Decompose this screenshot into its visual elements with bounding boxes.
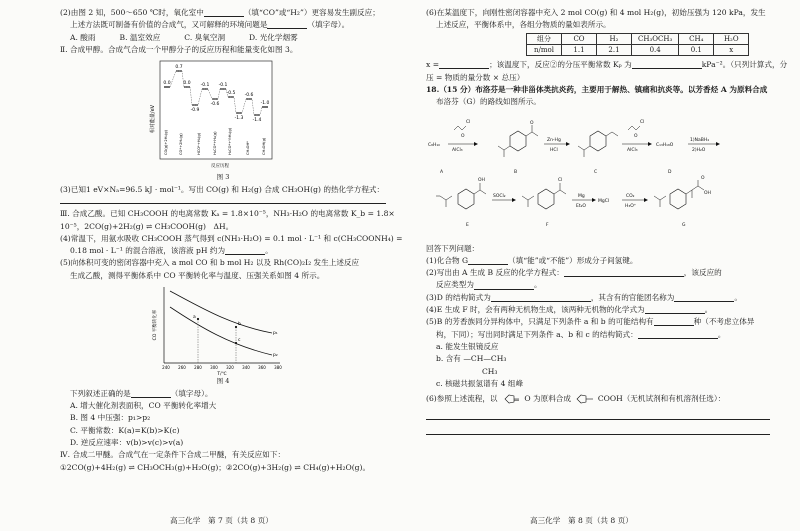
q18-1: (1)化合物 G （填“能”或“不能”）形成分子间氢键。 — [426, 255, 638, 265]
svg-text:340: 340 — [242, 365, 250, 371]
fig3-caption: 图 3 — [216, 173, 230, 182]
q5-opt-a: A. 增大催化剂表面积，CO 平衡转化率增大 — [70, 401, 217, 411]
svg-text:OH: OH — [704, 190, 711, 196]
answer-blank[interactable] — [439, 60, 489, 69]
svg-text:MgCl: MgCl — [598, 198, 610, 204]
svg-text:Cl: Cl — [558, 177, 563, 183]
svg-text:300: 300 — [210, 365, 218, 371]
synthesis-scheme — [426, 110, 770, 244]
q5-opt-c: C. 平衡常数：K(a)=K(b)>K(c) — [70, 425, 180, 435]
footer-page-8: 高三化学 第 8 页（共 8 页） — [530, 515, 633, 525]
table-row: n/mol 1.1 2.1 0.4 0.1 x — [527, 44, 749, 55]
svg-text:SOCl₂: SOCl₂ — [493, 193, 506, 199]
footer-page-7: 高三化学 第 7 页（共 8 页） — [170, 515, 273, 525]
svg-text:240: 240 — [162, 365, 170, 371]
svg-text:HCO*+H₂(g): HCO*+H₂(g) — [197, 133, 201, 156]
svg-text:2)H₂O: 2)H₂O — [692, 147, 706, 153]
label-c: C — [594, 169, 598, 175]
svg-text:CO*+2H₂(g): CO*+2H₂(g) — [179, 133, 183, 156]
svg-text:260: 260 — [178, 365, 186, 371]
svg-text:H₃O⁺: H₃O⁺ — [625, 203, 637, 209]
q6-line2: 上述反应，平衡体系中，各组分物质的量如表所示。 — [436, 20, 611, 30]
answer-blank[interactable] — [267, 20, 307, 29]
q18-5-cond-b: b. 含有 —CH—CH₃ — [436, 354, 507, 364]
answer-intro: 回答下列问题： — [426, 243, 480, 253]
label-g: G — [682, 222, 686, 228]
figure-3 — [60, 57, 386, 173]
svg-text:-1.0: -1.0 — [260, 101, 270, 107]
q5-line2: 生成乙酸，测得平衡体系中 CO 平衡转化率与温度、压强关系如图 4 所示。 — [70, 270, 325, 280]
svg-text:C₈H₁₀: C₈H₁₀ — [428, 142, 440, 148]
svg-text:360: 360 — [258, 365, 266, 371]
answer-blank[interactable] — [564, 268, 684, 277]
svg-text:HCl: HCl — [550, 147, 558, 153]
cyclopentane-icon — [573, 393, 595, 405]
answer-line[interactable] — [426, 428, 770, 435]
answer-blank[interactable] — [474, 281, 534, 290]
svg-text:O: O — [530, 120, 534, 126]
fig4-ylabel: CO 平衡转化率 — [153, 309, 158, 341]
svg-text:AlCl₃: AlCl₃ — [452, 147, 463, 153]
q4-line1: (4)常温下，用氨水吸收 CH₃COOH 蒸气得到 c(NH₃·H₂O) = 0.1 mol · L⁻¹ 和 c(CH₃COONH₄) = — [60, 233, 403, 243]
q6-answer-line1: x = ；该温度下，反应②的分压平衡常数 Kₚ 为 kPa⁻²。（只列计算式，分 — [426, 60, 788, 70]
svg-text:0.0: 0.0 — [163, 81, 171, 87]
answer-blank[interactable] — [638, 330, 718, 339]
answer-blank[interactable] — [674, 293, 734, 302]
answer-blank[interactable] — [204, 8, 244, 17]
answer-blank[interactable] — [468, 256, 508, 265]
answer-blank[interactable] — [225, 246, 265, 255]
svg-text:Cl: Cl — [466, 119, 471, 125]
table-row: 组分 CO H₂ CH₃OCH₃ CH₄ H₂O — [527, 33, 749, 44]
q18-5-line2: 构，下同）；写出同时满足下列条件 a、b 和 c 的结构简式： 。 — [436, 329, 726, 339]
answer-blank[interactable] — [645, 305, 705, 314]
q18-5-cond-c: c. 核磁共振氢谱有 4 组峰 — [436, 378, 524, 388]
equilibrium-table — [526, 33, 749, 57]
label-e: E — [466, 222, 469, 228]
svg-text:Mg: Mg — [578, 193, 585, 199]
cyclopentanone-icon — [500, 393, 522, 405]
q18-5-group-bottom: CH₃ — [482, 366, 498, 376]
q2-line1: (2)由图 2 知，500～650 ℃时，氧化室中 （填“CO”或“H₂”）更容易发生副反应； — [60, 8, 380, 17]
q18-6: (6)参照上述流程，以 O 为原料合成 COOH（无机试剂和有机溶剂任选）： — [426, 393, 726, 403]
svg-text:-0.1: -0.1 — [218, 83, 228, 89]
svg-text:320: 320 — [226, 365, 234, 371]
svg-text:0.7: 0.7 — [175, 65, 183, 71]
q6-line1: (6)在某温度下，向刚性密闭容器中充入 2 mol CO(g) 和 4 mol H₂(g)，初始压强为 120 kPa，发生 — [426, 8, 766, 17]
svg-text:-0.6: -0.6 — [210, 102, 220, 108]
label-d: D — [668, 169, 672, 175]
section-4-equations: ①2CO(g)+4H₂(g) ⇌ CH₃OCH₃(g)+H₂O(g)；②2CO(g)+3H₂(g) ⇌ CH₄(g)+H₂O(g)。 — [60, 462, 371, 472]
label-f: F — [546, 222, 549, 228]
svg-text:O: O — [461, 133, 465, 139]
svg-text:0.0: 0.0 — [183, 81, 191, 87]
fig4-xlabel: T/℃ — [217, 372, 227, 378]
answer-line[interactable] — [60, 197, 386, 204]
section-4-title: Ⅳ. 合成二甲醚。合成气在一定条件下合成二甲醚，有关反应如下： — [60, 450, 286, 460]
svg-text:-0.5: -0.5 — [226, 91, 236, 97]
q5-opt-b: B. 图 4 中压强：p₁>p₂ — [70, 413, 151, 423]
svg-text:Et₂O: Et₂O — [576, 203, 586, 209]
svg-text:p₂: p₂ — [273, 353, 278, 359]
svg-text:CH₃OH*: CH₃OH* — [246, 141, 250, 156]
q4-line2: 0.18 mol · L⁻¹ 的混合溶液，该溶液 pH 约为 。 — [70, 246, 273, 256]
fig3-ylabel: 相对能量/eV — [150, 105, 156, 134]
svg-text:1)NaBH₄: 1)NaBH₄ — [690, 137, 710, 143]
energy-diagram — [60, 57, 386, 173]
curve-p1 — [170, 291, 272, 333]
section-3-line2: 10⁻⁵，2CO(g)+2H₂(g) ⇌ CH₃COOH(g) ΔH。 — [60, 221, 234, 231]
q18-2: (2)写出由 A 生成 B 反应的化学方程式： ，该反应的 — [426, 268, 722, 278]
fig4-caption: 图 4 — [216, 377, 230, 386]
q18-line2: 布洛芬（G）的路线如图所示。 — [436, 97, 541, 107]
svg-text:C₁₃H₁₈O: C₁₃H₁₈O — [656, 142, 674, 148]
svg-text:p₁: p₁ — [273, 331, 278, 337]
q2-options: A. 酸雨 B. 温室效应 C. 臭氧空洞 D. 光化学烟雾 — [70, 32, 298, 42]
fig4-ticks — [162, 365, 282, 370]
curve-p2 — [170, 307, 272, 355]
q18-4: (4)E 生成 F 时，会有两种无机物生成，该两种无机物的化学式为 。 — [426, 305, 713, 315]
label-b: B — [514, 169, 518, 175]
svg-text:Cl: Cl — [640, 119, 645, 125]
svg-text:H₂CO*+H₂(g): H₂CO*+H₂(g) — [213, 131, 217, 156]
svg-text:H₃CO*+½H₂(g): H₃CO*+½H₂(g) — [228, 128, 232, 156]
q2-line2: 上述方法既可制备有价值的合成气，又可解释的环境问题是 （填字母）。 — [70, 20, 350, 30]
q18-5: (5)B 的芳香族同分异构体中，只满足下列条件 a 和 b 的可能结构有 种（不考虑立体异 — [426, 317, 755, 327]
answer-line[interactable] — [426, 413, 770, 420]
q5-ask: 下列叙述正确的是 （填字母）。 — [70, 388, 213, 398]
svg-text:380: 380 — [274, 365, 282, 371]
figure-4 — [60, 283, 386, 377]
svg-text:c: c — [238, 338, 241, 344]
svg-text:CO(g)+2H₂(g): CO(g)+2H₂(g) — [164, 130, 168, 156]
q18-5-cond-a: a. 能发生银镜反应 — [436, 341, 499, 351]
svg-text:OH: OH — [478, 177, 485, 183]
svg-text:-1.3: -1.3 — [234, 116, 244, 122]
conversion-chart — [60, 283, 386, 377]
q18-3: (3)D 的结构简式为 ，其含有的官能团名称为 。 — [426, 292, 742, 302]
answer-blank[interactable] — [131, 389, 171, 398]
q5-line1: (5)向体积可变的密闭容器中充入 a mol CO 和 b mol H₂ 以及 Rh(CO)₂I₂ 发生上述反应 — [60, 258, 360, 268]
svg-text:AlCl₃: AlCl₃ — [627, 147, 638, 153]
q18-line1: 18.（15 分）布洛芬是一种非甾体类抗炎药，主要用于解热、镇痛和抗炎等。以芳香烃 A 为原料合成 — [426, 84, 768, 94]
svg-text:Zn-Hg: Zn-Hg — [547, 137, 561, 143]
q6-answer-line2: 压 = 物质的量分数 × 总压） — [426, 72, 525, 82]
section-2-title: Ⅱ. 合成甲醇。合成气合成一个甲醇分子的反应历程和能量变化如图 3。 — [60, 44, 298, 54]
q18-2-type: 反应类型为 。 — [436, 280, 542, 290]
fig3-xlabel: 反应历程 — [211, 164, 229, 170]
answer-blank[interactable] — [632, 60, 702, 69]
svg-text:-0.9: -0.9 — [190, 108, 200, 114]
svg-text:-0.1: -0.1 — [200, 83, 210, 89]
svg-text:O: O — [634, 133, 638, 139]
svg-text:-1.4: -1.4 — [252, 118, 262, 124]
answer-blank[interactable] — [491, 293, 591, 302]
ibuprofen-route — [426, 110, 770, 244]
svg-text:280: 280 — [194, 365, 202, 371]
svg-text:CH₃OH(g): CH₃OH(g) — [262, 137, 266, 156]
q5-opt-d: D. 逆反应速率：v(b)>v(c)>v(a) — [70, 438, 184, 448]
svg-text:-0.6: -0.6 — [244, 93, 254, 99]
svg-text:CO₂: CO₂ — [626, 193, 635, 199]
section-3-title: Ⅲ. 合成乙酸。已知 CH₃COOH 的电离常数 Kₐ = 1.8×10⁻⁵，NH₃·H₂O 的电离常数 K_b = 1.8× — [60, 209, 395, 219]
page-8 — [400, 0, 800, 531]
label-a: A — [440, 169, 444, 175]
svg-text:a: a — [193, 315, 196, 321]
answer-blank[interactable] — [654, 317, 694, 326]
q3-line1: (3)已知1 eV×Nₐ=96.5 kJ · mol⁻¹。写出 CO(g) 和 H₂(g) 合成 CH₃OH(g) 的热化学方程式： — [60, 184, 385, 194]
svg-text:b: b — [238, 322, 241, 328]
svg-text:O: O — [701, 175, 705, 181]
